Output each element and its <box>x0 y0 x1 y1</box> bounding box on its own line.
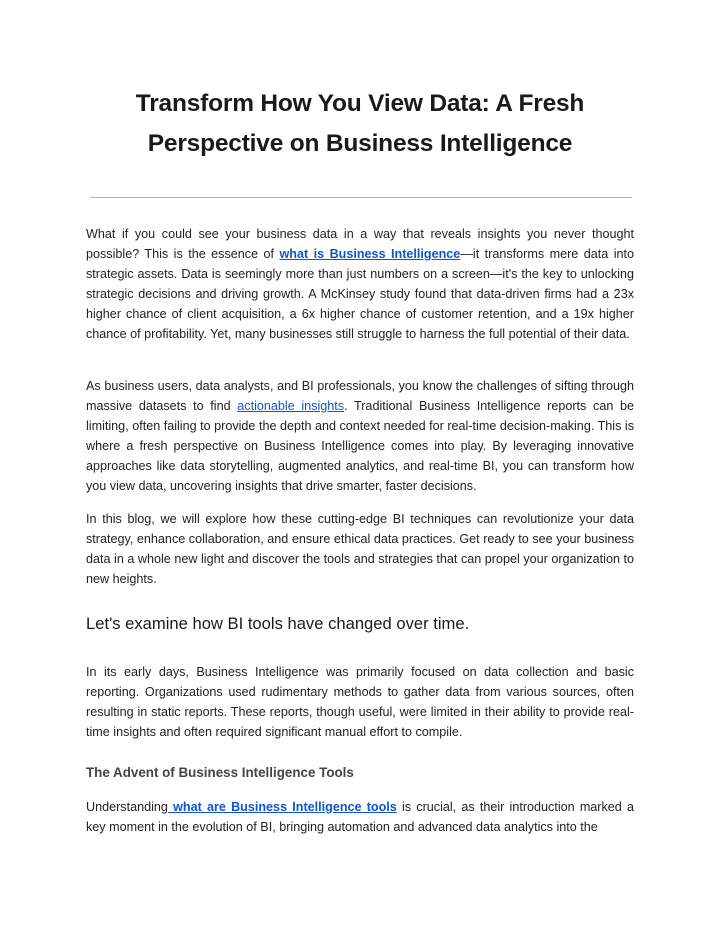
what-are-bi-tools-link[interactable]: what are Business Intelligence tools <box>167 800 397 814</box>
title-divider <box>90 197 632 198</box>
advent-heading: The Advent of Business Intelligence Tools <box>86 765 354 780</box>
what-is-business-intelligence-link[interactable]: what is Business Intelligence <box>279 247 461 261</box>
actionable-insights-link[interactable]: actionable insights <box>237 399 345 413</box>
advent-paragraph <box>86 797 634 837</box>
advent-text-end: is crucial, as their introduction marked a key moment in the evolution of BI, bringing automation and advanced data analytics into the <box>86 800 634 834</box>
advent-text-start: Understanding <box>86 800 168 814</box>
page-title-line-2: Perspective on Business Intelligence <box>147 130 573 157</box>
intro-paragraph <box>86 224 634 344</box>
evolution-heading: Let's examine how BI tools have changed over time. <box>86 614 470 633</box>
early-days-paragraph: In its early days, Business Intelligence was primarily focused on data collection and basic reporting. Organizations used rudimentary methods to gather data from various sources, often resulting in static reports. These reports, though useful, were limited in their ability to provide real-time insights and often required significant manual effort to compile. <box>86 665 634 739</box>
page-title-line-1: Transform How You View Data: A Fresh <box>135 90 585 117</box>
challenges-paragraph <box>86 376 634 496</box>
challenges-text-start: As business users, data analysts, and BI professionals, you know the challenges of sifting through massive datasets to find <box>86 379 634 413</box>
challenges-text-end: . Traditional Business Intelligence reports can be limiting, often failing to provide the depth and context needed for real-time decision-making. This is where a fresh perspective on Business Intelligence comes into play. By leveraging innovative approaches like data storytelling, augmented analytics, and real-time BI, you can transform how you view data, uncovering insights that drive smarter, faster decisions. <box>86 399 635 493</box>
blog-overview-paragraph: In this blog, we will explore how these cutting-edge BI techniques can revolutionize your data strategy, enhance collaboration, and ensure ethical data practices. Get ready to see your business data in a whole new light and discover the tools and strategies that can propel your organization to new heights. <box>86 512 634 586</box>
page-title <box>86 84 634 164</box>
intro-text-end: —it transforms mere data into strategic assets. Data is seemingly more than just numbers on a screen—it's the key to unlocking strategic decisions and driving growth. A McKinsey study found that data-driven firms had a 23x higher chance of client acquisition, a 6x higher chance of customer retention, and a 19x higher chance of profitability. Yet, many businesses still struggle to harness the full potential of their data. <box>86 247 634 341</box>
intro-text-start: What if you could see your business data in a way that reveals insights you never thought possible? This is the essence of <box>86 227 634 261</box>
